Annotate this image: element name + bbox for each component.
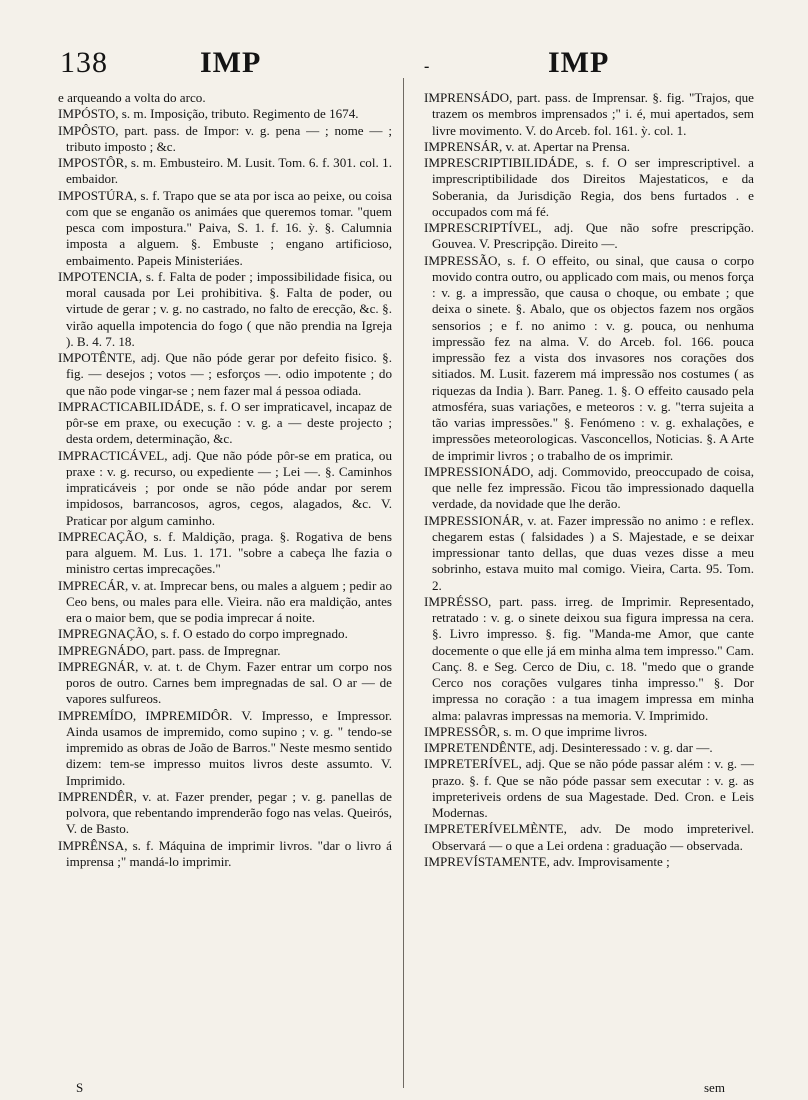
- left-running-head: IMP: [200, 46, 262, 79]
- entry-impretendente: IMPRETENDÊNTE, adj. Desinteressado : v. g. dar —.: [424, 740, 713, 755]
- page-number: 138: [60, 46, 108, 79]
- right-running-head: IMP: [548, 46, 610, 79]
- right-column: [424, 90, 754, 1088]
- entry-imprescriptivel: IMPRESCRIPTÍVEL, adj. Que não sofre prescripção. Gouvea. V. Prescripção. Direito —.: [424, 220, 754, 252]
- entry-impremido: IMPREMÍDO, IMPREMIDÔR. V. Impresso, e Impressor. Ainda usamos de impremido, como supino ; v. g. " tendo-se impremido as obras de João de Barros." Neste mesmo sentido dizem: tem-se impresso muitos livros deste assumto. V. Imprimido.: [58, 707, 392, 788]
- entry-continuation: e arqueando a volta do arco.: [58, 90, 206, 105]
- column-divider: [403, 78, 404, 1088]
- entry-imposto-part: IMPÔSTO, part. pass. de Impor: v. g. pena — ; nome — ; tributo imposto ; &c.: [58, 122, 392, 154]
- entry-impotente: IMPOTÊNTE, adj. Que não póde gerar por defeito fisico. §. fig. — desejos ; votos — ; esforços —. odio impotente ; do que não pode vingar-se ; nem fazer mal á pessoa odiada.: [58, 350, 392, 398]
- entry-impregnar: IMPREGNÁR, v. at. t. de Chym. Fazer entrar um corpo nos poros de outro. Carnes bem impregnadas de sal. O ar — de vapores sulfureos.: [58, 658, 392, 707]
- entry-imprender: IMPRENDÊR, v. at. Fazer prender, pegar ; v. g. panellas de polvora, que rebentando imprenderão fogo nas velas. Queirós, V. de Basto.: [58, 788, 392, 837]
- entry-impracticabilidade: IMPRACTICABILIDÁDE, s. f. O ser impraticavel, incapaz de pôr-se em praxe, ou execução : v. g. a — deste projecto ; desta ordem, determinação, &c.: [58, 398, 392, 447]
- entry-impressionar: IMPRESSIONÁR, v. at. Fazer impressão no animo : e reflex. chegarem estas ( falsidades ) a S. Majestade, e se deixar impressionar tanto dellas, que duas vezes disse a meu sobrinho, estava muito mal comigo. Vieira, Carta. 95. Tom. 2.: [424, 512, 754, 593]
- entry-imposto-noun: IMPÓSTO, s. m. Imposição, tributo. Regimento de 1674.: [58, 106, 359, 122]
- entry-impotencia: IMPOTENCIA, s. f. Falta de poder ; impossibilidade fisica, ou moral causada por Lei prohibitiva. §. Falta de poder, ou virtude de gerar ; v. g. no castrado, no falto de erecção, &c. §. virão aquella impotencia do fogo ( que não prendia na Igreja ). B. 4. 7. 18.: [58, 268, 392, 349]
- entry-impregnacao: IMPREGNAÇÃO, s. f. O estado do corpo impregnado.: [58, 626, 348, 642]
- entry-impreterivelmente: IMPRETERÍVELMÈNTE, adv. De modo impreterivel. Observará — o que a Lei ordena : graduação — observada.: [424, 821, 754, 853]
- entry-impreterivel: IMPRETERÍVEL, adj. Que se não póde passar além : v. g. — prazo. §. f. Que se não póde passar sem executar : v. g. as impreteriveis ordens de sua Magestade. Ded. Cron. e Leis Modernas.: [424, 756, 754, 820]
- entry-imprensar: IMPRENSÁR, v. at. Apertar na Prensa.: [424, 138, 631, 154]
- entry-imprecar: IMPRECÁR, v. at. Imprecar bens, ou males a alguem ; pedir ao Ceo bens, ou males para elle. Vieira. não era maldição, antes era o maior bem, que se podia imprecar á noite.: [58, 577, 392, 625]
- entry-impostor: IMPOSTÔR, s. m. Embusteiro. M. Lusit. Tom. 6. f. 301. col. 1. embaidor.: [58, 155, 392, 187]
- entry-impresso: IMPRÉSSO, part. pass. irreg. de Imprimir. Representado, retratado : v. g. o sinete deixou sua figura impressa na cera. §. Livro impresso. §. fig. "Manda-me Amor, que cante docemente o que elle já em minha alma tem impresso." Cam. Canç. 8. e Seg. Cerco de Diu, c. 18. "medo que o grande Cerco nos corações vulgares tinha impresso." §. Dor impressa no coração : a tua imagem impressa em minha alma: palavras impressas na memoria. V. Imprimido.: [424, 593, 754, 723]
- entry-impracticavel: IMPRACTICÁVEL, adj. Que não póde pôr-se em pratica, ou praxe : v. g. recurso, ou expediente — ; Lei —. §. Caminhos impraticáveis ; por onde se não póde andar por serem impidosos, barrancosos, agros, cegos, alagados, &c. V. Praticar por algum caminho.: [58, 447, 392, 528]
- entry-imprevistamente: IMPREVÍSTAMENTE, adv. Improvisamente ;: [424, 853, 670, 869]
- signature-mark: S: [76, 1080, 84, 1095]
- entry-impressao: IMPRESSÃO, s. f. O effeito, ou sinal, que causa o corpo movido contra outro, ou applicado com mais, ou menos força : v. g. a impressão, que causa o choque, ou embate ; que deixa o sinete. §. Abalo, que os objectos fazem nos orgãos sensorios ; e f. no animo : v. g. pouca, ou nenhuma impressão fez na alma. V. do Arceb. fol. 166. pouca impressão fez a vista dos invasores nos corações dos sitiados. M. Lusit. fazerem má impressão nos costumes ( as riquezas da India ). Barr. Paneg. 1. §. O effeito causado pela atmosféra, suas variações, e meteoros : v. g. "terra sujeita a tão varias impressões." §. Fenómeno : v. g. exhalações, e impressões meteorologicas. Vasconcellos, Noticias. §. A Arte de imprimir livros ; o trabalho de os imprimir.: [424, 252, 754, 463]
- catchword: sem: [704, 1080, 725, 1095]
- entry-imprescriptibilidade: IMPRESCRIPTIBILIDÁDE, s. f. O ser imprescriptivel. a imprescriptibilidade dos Direitos Majestaticos, e da Soberania, da Jurisdição Regia, dos bens furtados . e occupados com má fé.: [424, 155, 754, 219]
- entry-impressionado: IMPRESSIONÁDO, adj. Commovido, preoccupado de coisa, que nelle fez impressão. Ficou tão impressionado daquella verdade, da novidade que lhe derão.: [424, 463, 754, 512]
- entry-impressor: IMPRESSÔR, s. m. O que imprime livros.: [424, 723, 648, 739]
- entry-imprecacao: IMPRECAÇÃO, s. f. Maldição, praga. §. Rogativa de bens para alguem. M. Lus. 1. 171. "sobre a cabeça lhe fazia o ministro certas imprecações.": [58, 528, 392, 577]
- center-mark: -: [424, 58, 431, 75]
- entry-imprensa: IMPRÊNSA, s. f. Máquina de imprimir livros. "dar o livro á imprensa ;" mandá-lo imprimir.: [58, 837, 392, 869]
- entry-impregnado: IMPREGNÁDO, part. pass. de Impregnar.: [58, 642, 281, 658]
- left-column: [58, 90, 392, 1088]
- entry-impostura: IMPOSTÚRA, s. f. Trapo que se ata por isca ao peixe, ou coisa com que se enganão os animáes que queremos tomar. "quem pesca com impostura." Paiva, S. 1. f. 16. ỳ. §. Calumnia imposta a alguem. §. Embuste ; engano artificioso, embaimento. Papeis Ministeriáes.: [58, 187, 392, 268]
- entry-imprensado: IMPRENSÁDO, part. pass. de Imprensar. §. fig. "Trajos, que trazem os membros imprensados ;" i. é, mui apertados, sem livre movimento. V. do Arceb. fol. 161. ỳ. col. 1.: [424, 90, 754, 138]
